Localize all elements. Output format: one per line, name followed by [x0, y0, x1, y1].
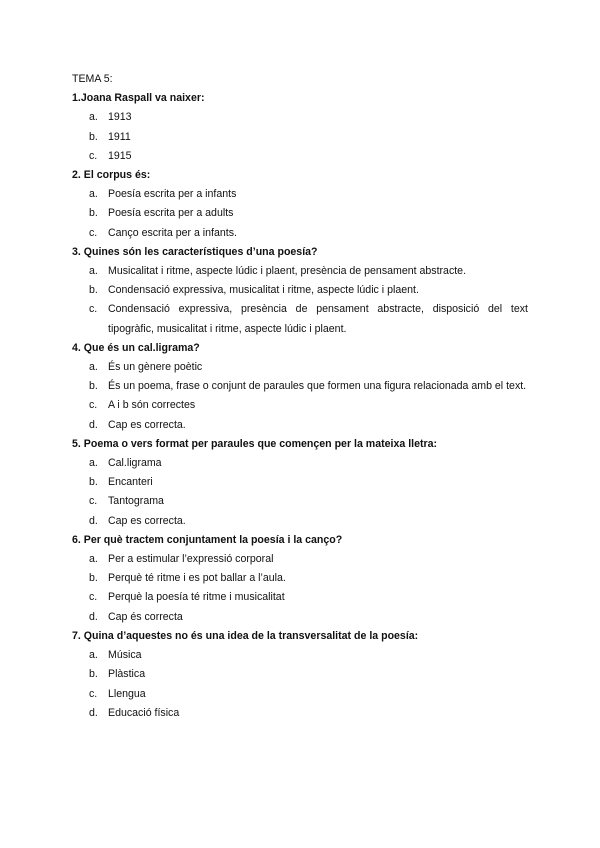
option-text: Llengua: [108, 687, 146, 700]
answer-option: [72, 281, 528, 300]
question-6: [72, 531, 528, 627]
option-marker: b.: [89, 380, 98, 393]
answer-option: [72, 147, 528, 166]
option-text: És un poema, frase o conjunt de paraules que formen una figura relacionada amb el text.: [108, 380, 527, 393]
question-3: [72, 243, 528, 339]
option-marker: a.: [89, 553, 98, 566]
option-marker: b.: [89, 207, 98, 220]
question-2: [72, 166, 528, 243]
option-text: 1915: [108, 149, 132, 162]
answer-option: [72, 588, 528, 607]
answer-option: [72, 416, 528, 435]
option-list: [72, 454, 528, 531]
question-7: [72, 627, 528, 723]
document-title: TEMA 5:: [72, 73, 113, 85]
option-list: [72, 262, 528, 339]
answer-option: [72, 704, 528, 723]
option-text: Condensació expressiva, musicalitat i ritme, aspecte lúdic i plaent.: [108, 284, 419, 297]
question-heading: 7. Quina d’aquestes no és una idea de la transversalitat de la poesía:: [72, 629, 419, 642]
option-text: Plàstica: [108, 668, 146, 681]
option-list: [72, 108, 528, 166]
option-marker: b.: [89, 572, 98, 585]
answer-option: [72, 108, 528, 127]
answer-option: [72, 224, 528, 243]
answer-option: [72, 185, 528, 204]
answer-option: [72, 377, 528, 396]
option-marker: c.: [89, 591, 98, 604]
option-text: Musicalitat i ritme, aspecte lúdic i plaent, presència de pensament abstracte.: [108, 265, 467, 278]
option-marker: a.: [89, 111, 98, 124]
option-text: Cap es correcta.: [108, 514, 186, 527]
option-marker: a.: [89, 361, 98, 374]
question-heading: 5. Poema o vers format per paraules que començen per la mateixa lletra:: [72, 437, 438, 450]
question-heading: 1.Joana Raspall va naixer:: [72, 92, 205, 105]
option-marker: c.: [89, 226, 98, 239]
answer-option: [72, 396, 528, 415]
option-text: 1913: [108, 111, 132, 124]
option-marker: a.: [89, 649, 98, 662]
option-text: Per a estimular l’expressió corporal: [108, 553, 274, 566]
option-text: Cap es correcta.: [108, 418, 186, 431]
option-text: Perquè la poesía té ritme i musicalitat: [108, 591, 285, 604]
option-text: Tantograma: [108, 495, 164, 508]
question-heading: 2. El corpus és:: [72, 169, 151, 182]
question-5: [72, 435, 528, 531]
option-text: Canço escrita per a infants.: [108, 226, 237, 239]
answer-option: [72, 204, 528, 223]
answer-option: [72, 665, 528, 684]
question-heading: 4. Que és un cal.ligrama?: [72, 341, 200, 354]
answer-option: [72, 550, 528, 569]
option-marker: a.: [89, 457, 98, 470]
answer-option: [72, 454, 528, 473]
answer-option: [72, 569, 528, 588]
option-marker: a.: [89, 188, 98, 201]
option-marker: d.: [89, 514, 98, 527]
answer-option: [72, 646, 528, 665]
answer-option: [72, 128, 528, 147]
option-list: [72, 358, 528, 435]
option-marker: d.: [89, 418, 98, 431]
question-heading: 6. Per què tractem conjuntament la poesía i la canço?: [72, 533, 343, 546]
option-text: És un gènere poètic: [108, 361, 203, 374]
option-text: A i b són correctes: [108, 399, 196, 412]
option-marker: b.: [89, 476, 98, 489]
answer-option: [72, 300, 528, 338]
option-marker: b.: [89, 284, 98, 297]
answer-option: [72, 492, 528, 511]
option-marker: c.: [89, 495, 98, 508]
option-list: [72, 550, 528, 627]
question-4: [72, 339, 528, 435]
option-marker: c.: [89, 303, 98, 316]
option-text: 1911: [108, 130, 131, 143]
option-marker: c.: [89, 149, 98, 162]
option-marker: c.: [89, 687, 98, 700]
option-list: [72, 646, 528, 723]
option-marker: c.: [89, 399, 98, 412]
document-page: [72, 70, 528, 723]
question-1: [72, 89, 528, 166]
option-marker: d.: [89, 610, 98, 623]
answer-option: [72, 608, 528, 627]
option-marker: a.: [89, 265, 98, 278]
option-text: Perquè té ritme i es pot ballar a l’aula.: [108, 572, 286, 585]
option-text: Encanteri: [108, 476, 153, 489]
option-marker: b.: [89, 130, 98, 143]
answer-option: [72, 262, 528, 281]
question-heading: 3. Quines són les característiques d’una poesía?: [72, 245, 318, 258]
option-text: Condensació expressiva, presència de pensament abstracte, disposició del text tipogràfic, musicalitat i ritme, aspecte lúdic i plaent.: [108, 303, 528, 335]
option-text: Cal.ligrama: [108, 457, 162, 470]
answer-option: [72, 512, 528, 531]
option-text: Cap és correcta: [108, 610, 183, 623]
option-text: Poesía escrita per a infants: [108, 188, 237, 201]
answer-option: [72, 685, 528, 704]
option-text: Educació física: [108, 706, 180, 719]
option-text: Música: [108, 649, 142, 662]
answer-option: [72, 473, 528, 492]
option-text: Poesía escrita per a adults: [108, 207, 234, 220]
answer-option: [72, 358, 528, 377]
question-list: [72, 89, 528, 723]
option-marker: b.: [89, 668, 98, 681]
option-list: [72, 185, 528, 243]
option-marker: d.: [89, 706, 98, 719]
